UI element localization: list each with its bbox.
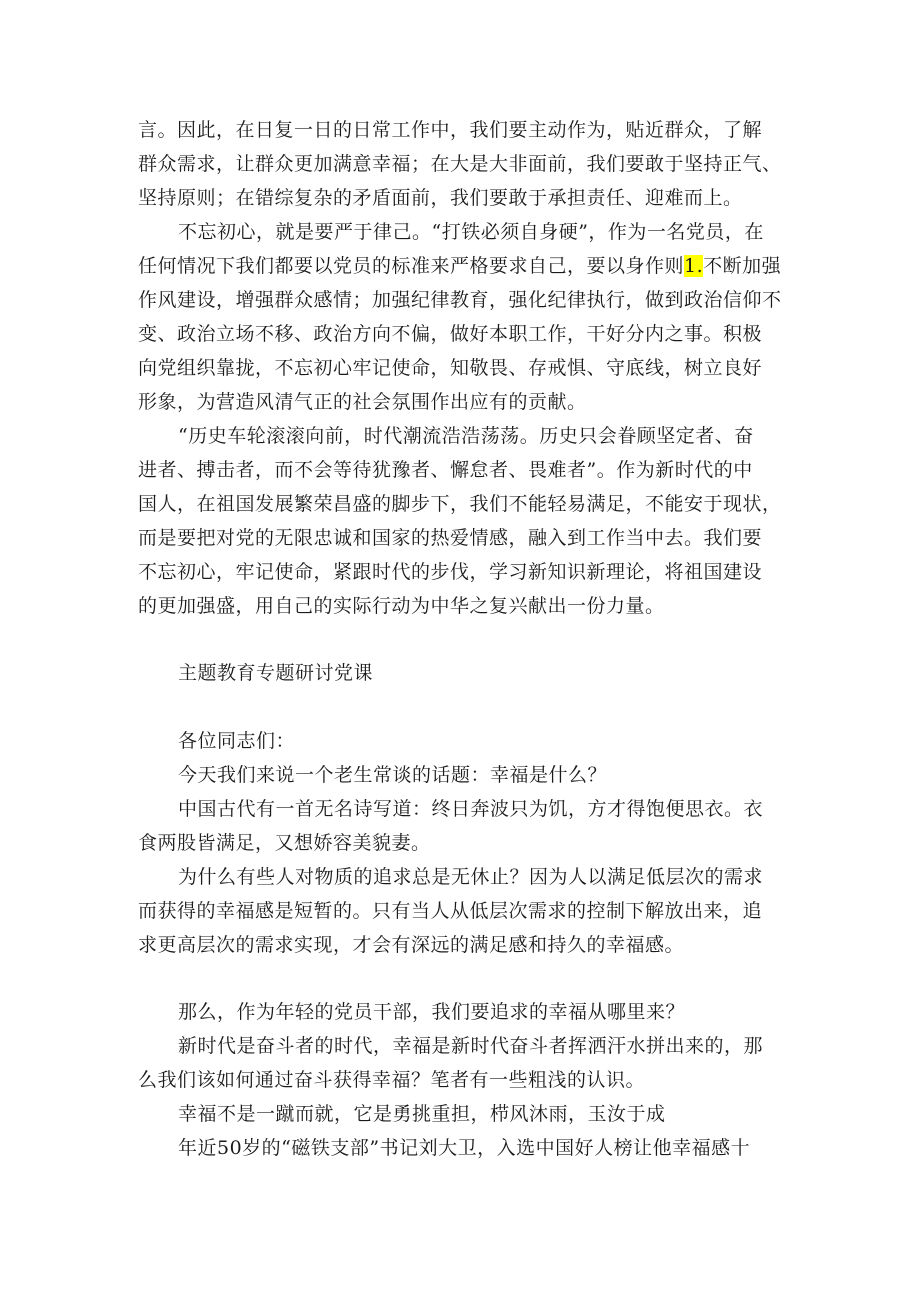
paragraph-line: 为什么有些人对物质的追求总是无休止？因为人以满足低层次的需求: [178, 866, 764, 888]
section-title: 主题教育专题研讨党课: [178, 662, 374, 684]
paragraph-line: 求更高层次的需求实现，才会有深远的满足感和持久的幸福感。: [138, 934, 685, 956]
paragraph-line: 年近50岁的“磁铁支部”书记刘大卫，入选中国好人榜让他幸福感十: [178, 1137, 751, 1159]
paragraph-line: 么我们该如何通过奋斗获得幸福？笔者有一些粗浅的认识。: [138, 1069, 646, 1091]
paragraph-line: 中国古代有一首无名诗写道：终日奔波只为饥，方才得饱便思衣。衣: [178, 798, 764, 820]
paragraph-line: 新时代是奋斗者的时代，幸福是新时代奋斗者挥洒汗水拼出来的，那: [178, 1035, 764, 1057]
greeting: 各位同志们：: [178, 730, 296, 752]
paragraph-line: 向党组织靠拢，不忘初心牢记使命，知敬畏、存戒惧、守底线，树立良好: [138, 357, 763, 379]
paragraph-line: 作风建设，增强群众感情；加强纪律教育，强化纪律执行，做到政治信仰不: [138, 289, 782, 311]
paragraph-line: [138, 254, 781, 278]
line-text: 不断加强: [703, 255, 782, 277]
paragraph-line: 的更加强盛，用自己的实际行动为中华之复兴献出一份力量。: [138, 595, 665, 617]
paragraph-line: 而是要把对党的无限忠诚和国家的热爱情感，融入到工作当中去。我们要: [138, 527, 763, 549]
paragraph-line: 不忘初心，牢记使命，紧跟时代的步伐，学习新知识新理论，将祖国建设: [138, 561, 763, 583]
paragraph-line: 幸福不是一蹴而就，它是勇挑重担，栉风沐雨，玉汝于成: [178, 1103, 666, 1125]
paragraph-line: 坚持原则；在错综复杂的矛盾面前，我们要敢于承担责任、迎难而上。: [138, 187, 743, 209]
paragraph-line: “历史车轮滚滚向前，时代潮流浩浩荡荡。历史只会眷顾坚定者、奋: [178, 425, 754, 447]
paragraph-line: 群众需求，让群众更加满意幸福；在大是大非面前，我们要敢于坚持正气、: [138, 153, 782, 175]
paragraph-line: 而获得的幸福感是短暂的。只有当人从低层次需求的控制下解放出来，追: [138, 900, 763, 922]
paragraph-line: 进者、搏击者，而不会等待犹豫者、懈怠者、畏难者”。作为新时代的中: [138, 459, 753, 481]
paragraph-line: 不忘初心，就是要严于律己。“打铁必须自身硬”，作为一名党员，在: [178, 221, 764, 243]
paragraph-line: 形象，为营造风清气正的社会氛围作出应有的贡献。: [138, 391, 587, 413]
line-text: 任何情况下我们都要以党员的标准来严格要求自己，要以身作则: [138, 255, 685, 277]
paragraph-line: 食两股皆满足，又想娇容美貌妻。: [138, 832, 431, 854]
highlighted-marker: 1.: [684, 255, 704, 277]
paragraph-line: 那么，作为年轻的党员干部，我们要追求的幸福从哪里来？: [178, 1001, 686, 1023]
paragraph-line: 国人，在祖国发展繁荣昌盛的脚步下，我们不能轻易满足，不能安于现状，: [138, 493, 782, 515]
paragraph-line: 今天我们来说一个老生常谈的话题：幸福是什么？: [178, 764, 608, 786]
paragraph-line: 变、政治立场不移、政治方向不偏，做好本职工作，干好分内之事。积极: [138, 323, 763, 345]
paragraph-line: 言。因此，在日复一日的日常工作中，我们要主动作为，贴近群众，了解: [138, 119, 763, 141]
